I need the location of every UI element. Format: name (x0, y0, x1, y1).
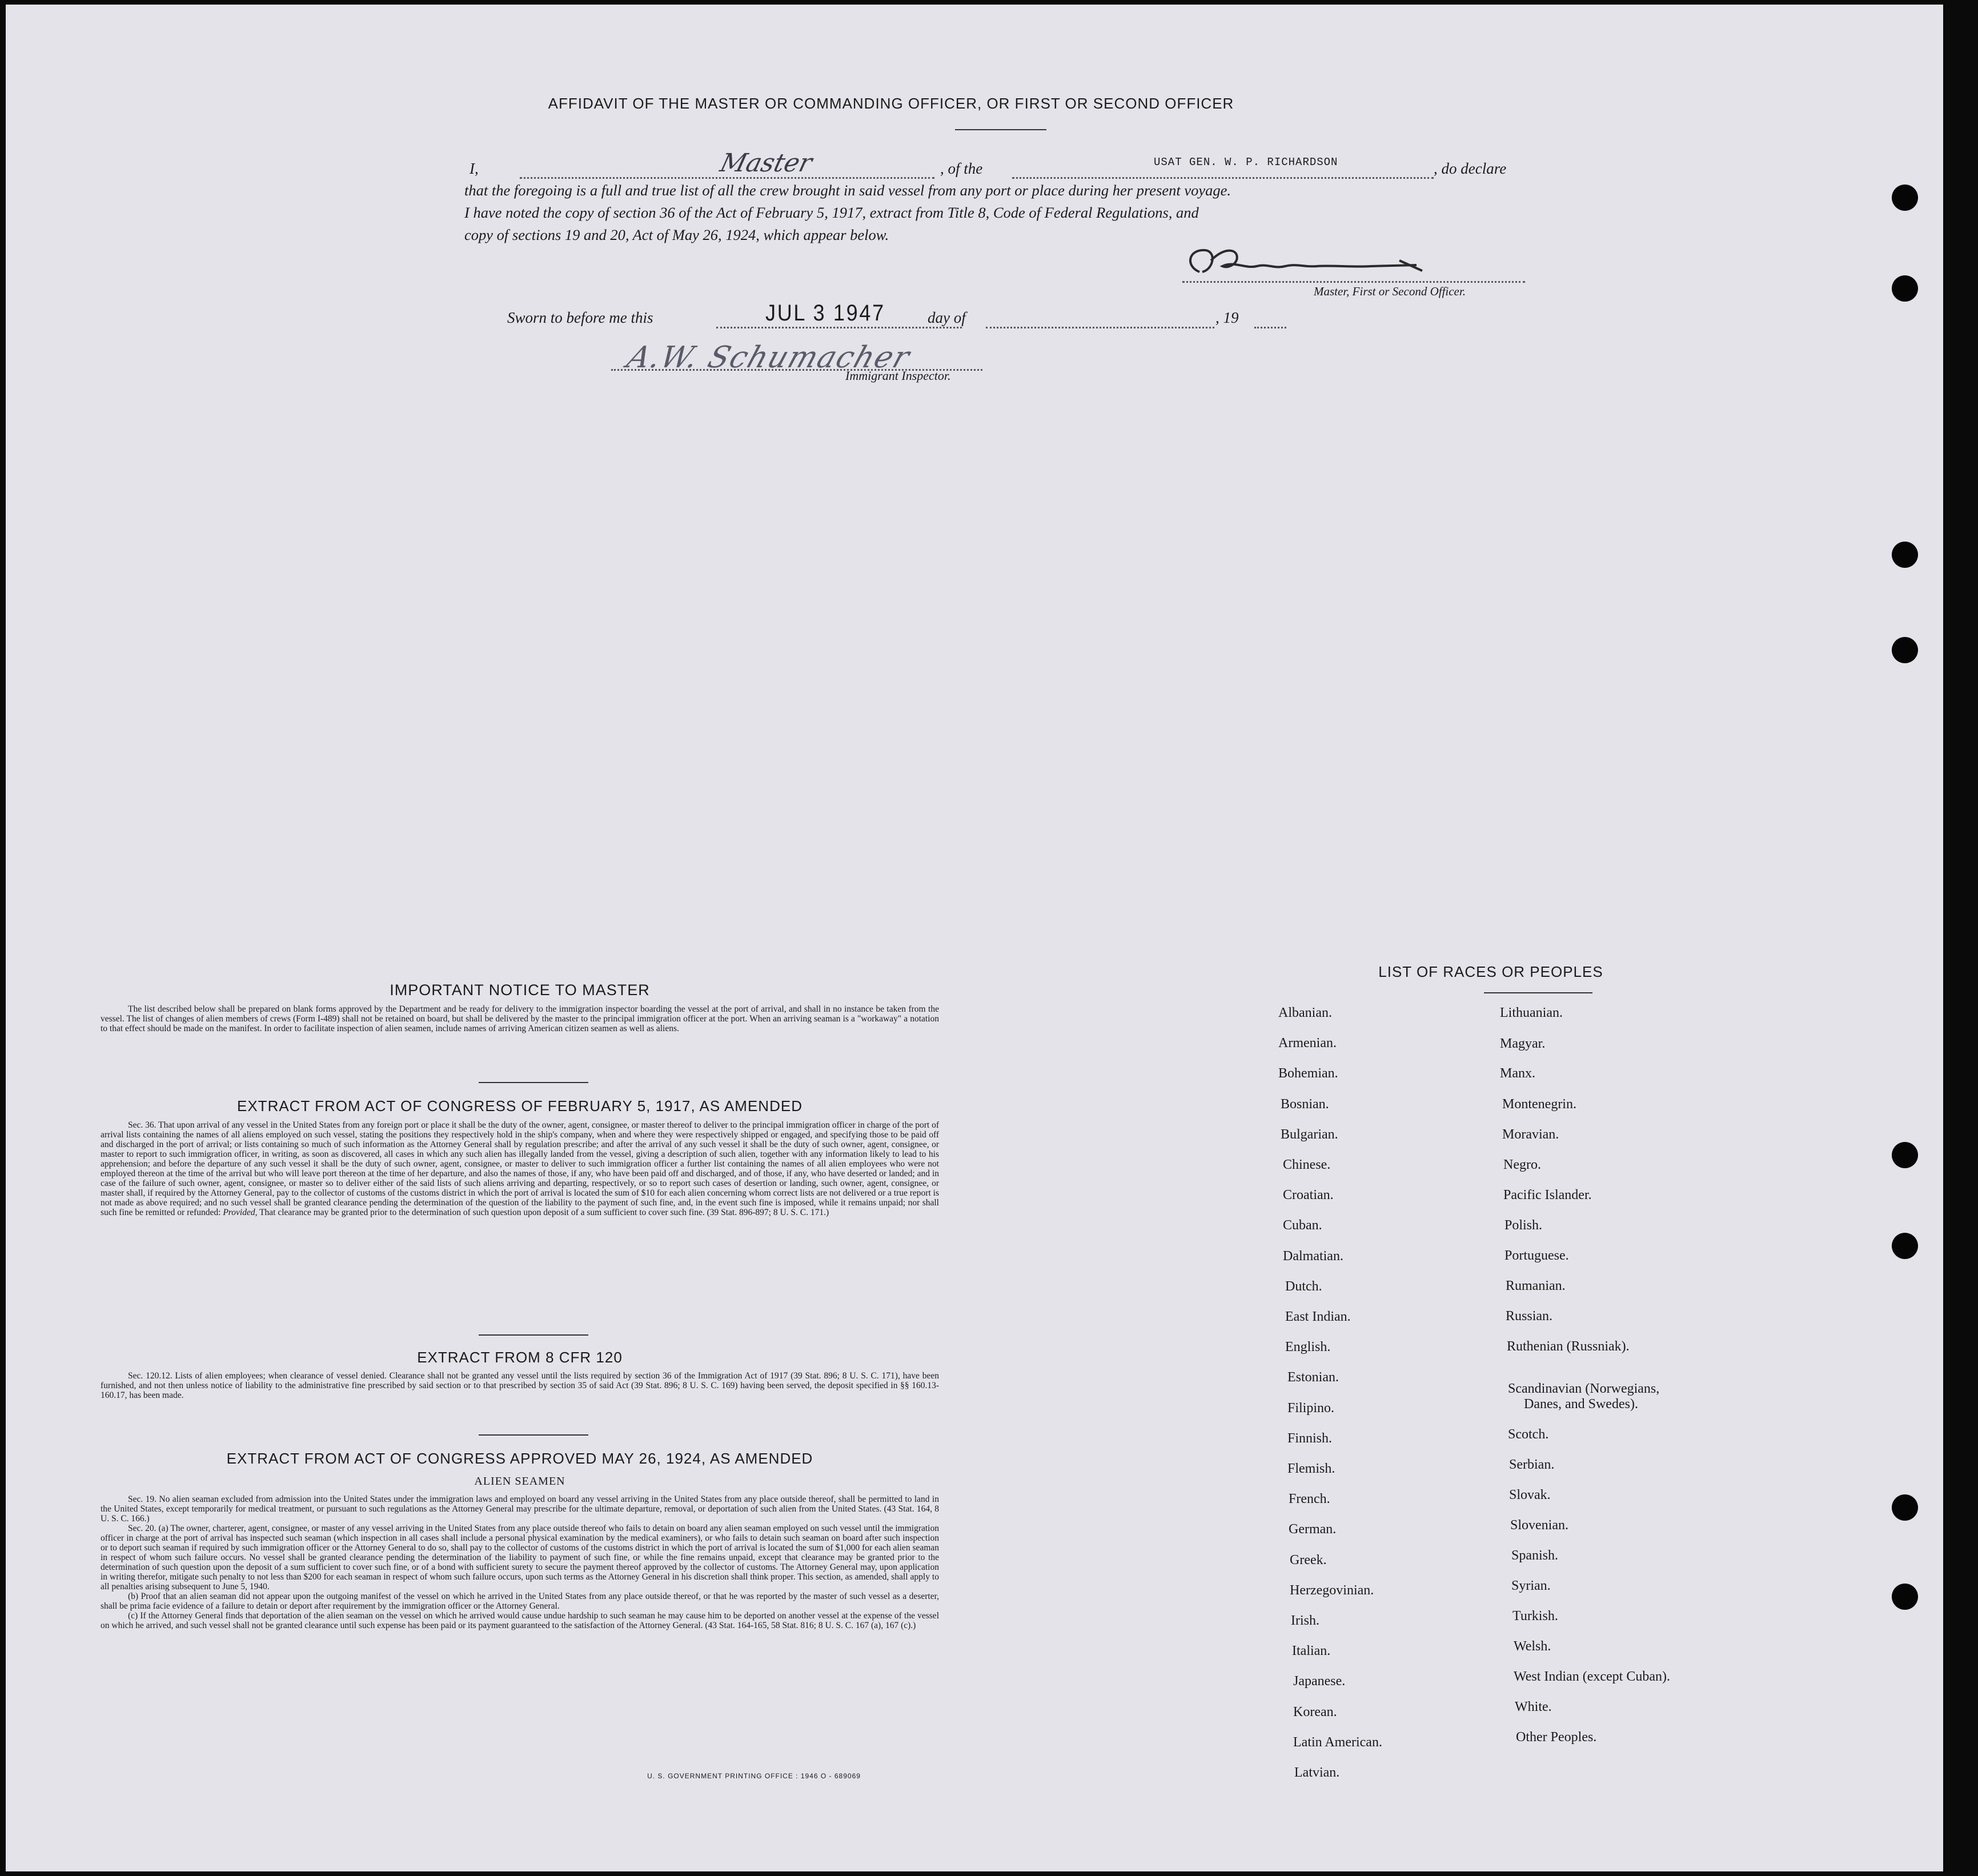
race-item: East Indian. (1285, 1309, 1351, 1324)
race-item: Irish. (1291, 1613, 1319, 1628)
race-item: Slovak. (1509, 1488, 1551, 1502)
race-item: Scotch. (1508, 1427, 1549, 1442)
punch-hole (1892, 185, 1918, 211)
extract-1924-text (101, 1494, 939, 1630)
race-item: Serbian. (1509, 1457, 1555, 1472)
race-item: Finnish. (1287, 1430, 1333, 1446)
race-item: Bosnian. (1281, 1096, 1329, 1112)
name-handwritten: Master (717, 149, 815, 178)
race-item: Other Peoples. (1516, 1730, 1597, 1745)
section-120-12-text: Sec. 120.12. Lists of alien employees; when clearance of vessel denied. Clearance shall not be granted any vessel until the lists required by section 36 of the Immigration Act of 1917 (39 Stat. 896; 8 U. S. C. 171), have been furnished, and not then unless notice of liability to the administrative fine prescribed by said section or to that prescribed by section 35 of said Act (39 Stat. 896; 8 U. S. C. 169) having been served, the deposit specified in §§ 160.13-160.17, has been made. (101, 1371, 939, 1400)
race-item: Armenian. (1278, 1036, 1337, 1051)
race-item: Dalmatian. (1283, 1248, 1343, 1264)
i-label: I, (470, 160, 479, 177)
section-20c-text: (c) If the Attorney General finds that deportation of the alien seaman on the vessel on which he arrived would cause undue hardship to such seaman he may cause him to be deported on another vessel at the expense of the vessel on which he arrived, and such vessel shall not be granted clearance until such expense has been paid or its payment guaranteed to the satisfaction of the Attorney General. (43 Stat. 164-165, 58 Stat. 816; 8 U. S. C. 167 (a), 167 (c).) (101, 1611, 939, 1630)
affidavit-body-line: I have noted the copy of section 36 of the Act of February 5, 1917, extract from Title 8, Code of Federal Regulations, and (464, 204, 1199, 221)
race-item: Japanese. (1293, 1674, 1346, 1689)
race-item: Albanian. (1278, 1005, 1332, 1020)
punch-hole (1892, 1233, 1918, 1259)
punch-hole (1892, 1584, 1918, 1610)
race-item: Cuban. (1283, 1218, 1322, 1233)
race-item: Rumanian. (1506, 1278, 1566, 1293)
race-item: Korean. (1293, 1704, 1337, 1719)
race-item: Turkish. (1512, 1609, 1558, 1624)
section-20a-text: Sec. 20. (a) The owner, charterer, agent, consignee, or master of any vessel arriving in the United States from any place outside thereof who fails to detain on board any alien seaman employed on such vessel until the immigration officer in charge at the port of arrival has inspected such seaman (which inspection in all cases shall include a personal physical examination by the medical examiners), or who fails to detain such seaman on board after such inspection or to deport such seaman if required by such immigration officer or the Attorney General to do so, shall pay to the collector of customs of the customs district in which the port of arrival is located the sum of $1,000 for each alien seaman in respect of whom such failure occurs. No vessel shall be granted clearance pending the determination of the liability to payment of such fine, or while the fine remains unpaid, except that clearance may be granted prior to the determination of such question upon the deposit of a sum sufficient to cover such fine, or of a bond with sufficient surety to secure the payment thereof approved by the collector of customs. The Attorney General may, upon application in writing therefor, mitigate such penalty to not less than $200 for each seaman in respect of whom such failure occurs, upon such terms as the Attorney General in his discretion shall think proper. This section, as amended, shall apply to all penalties arising subsequent to June 5, 1940. (101, 1524, 939, 1592)
race-item: Latin American. (1293, 1734, 1382, 1750)
race-item: Welsh. (1514, 1639, 1551, 1654)
proviso-label: Provided, (223, 1208, 258, 1217)
race-item: Estonian. (1287, 1370, 1339, 1385)
race-item: West Indian (except Cuban). (1514, 1669, 1670, 1684)
sworn-date-blank (716, 327, 962, 328)
race-item: Montenegrin. (1502, 1097, 1576, 1112)
punch-hole (1892, 637, 1918, 663)
affidavit-title: AFFIDAVIT OF THE MASTER OR COMMANDING OFFICER, OR FIRST OR SECOND OFFICER (548, 95, 1234, 112)
inspector-caption: Immigrant Inspector. (845, 368, 951, 383)
race-item: Pacific Islander. (1503, 1188, 1592, 1202)
race-item: Bohemian. (1278, 1066, 1338, 1081)
race-item: Latvian. (1294, 1765, 1340, 1780)
race-item: Portuguese. (1504, 1248, 1569, 1263)
punch-hole (1892, 542, 1918, 568)
race-item: Polish. (1504, 1218, 1543, 1233)
race-item: Manx. (1500, 1066, 1535, 1081)
section-36-text-end: That clearance may be granted prior to the determination of such question upon deposit of a sum sufficient to cover such fine. (39 Stat. 896-897; 8 U. S. C. 171.) (259, 1208, 829, 1217)
race-item: Lithuanian. (1500, 1005, 1563, 1020)
divider (479, 1334, 588, 1336)
race-item: Syrian. (1511, 1578, 1551, 1593)
race-item: Magyar. (1500, 1036, 1546, 1051)
printer-line: U. S. GOVERNMENT PRINTING OFFICE : 1946 O - 689069 (647, 1772, 861, 1780)
divider (479, 1082, 588, 1083)
race-item: Negro. (1503, 1157, 1541, 1172)
race-item: Ruthenian (Russniak). (1507, 1339, 1630, 1354)
punch-hole (1892, 1142, 1918, 1168)
notice-paragraph: The list described below shall be prepared on blank forms approved by the Department and be ready for delivery to the immigration inspector boarding the vessel at the port of arrival, and shall in no instance be taken from the vessel. The list of changes of alien members of crews (Form I-489) shall not be retained on board, but shall be delivered by the master to the principal immigration officer at the port. When an arriving seaman is a "workaway" a notation to that effect should be made on the manifest. In order to facilitate inspection of alien seamen, include names of arriving American citizen seamen as well as aliens. (101, 1004, 939, 1033)
races-title: LIST OF RACES OR PEOPLES (1378, 963, 1603, 980)
document-page (6, 5, 1943, 1871)
section-20b-text: (b) Proof that an alien seaman did not appear upon the outgoing manifest of the vessel on which he arrived in the United States from any place outside thereof, or that he was reported by the master of such vessel as a deserter, shall be prima facie evidence of a failure to detain or deport after requirement by the immigration officer or the Attorney General. (101, 1592, 939, 1611)
race-item: Filipino. (1287, 1400, 1335, 1416)
race-item: Herzegovinian. (1290, 1582, 1374, 1598)
notice-title: IMPORTANT NOTICE TO MASTER (390, 981, 650, 999)
race-item: Dutch. (1285, 1278, 1322, 1294)
vessel-blank (1012, 177, 1434, 179)
year-blank (1254, 327, 1286, 328)
sworn-date-stamp: JUL 3 1947 (765, 300, 885, 326)
officer-signature (1182, 243, 1457, 283)
race-item: Greek. (1290, 1552, 1327, 1568)
affidavit-body-line: that the foregoing is a full and true list of all the crew brought in said vessel from any port or place during her present voyage. (464, 182, 1231, 199)
extract-1924-title: EXTRACT FROM ACT OF CONGRESS APPROVED MAY 26, 1924, AS AMENDED (226, 1450, 813, 1467)
year-label: , 19 (1215, 309, 1239, 326)
extract-cfr-text (101, 1371, 939, 1400)
race-item: French. (1289, 1492, 1330, 1507)
race-item: White. (1515, 1699, 1552, 1714)
of-the-label: , of the (940, 160, 983, 177)
officer-signature-line (1182, 281, 1525, 283)
race-item: Flemish. (1287, 1461, 1335, 1476)
alien-seamen-subtitle: ALIEN SEAMEN (474, 1475, 565, 1488)
race-item: Russian. (1506, 1309, 1553, 1324)
day-of-label: day of (928, 309, 966, 326)
race-item: Slovenian. (1510, 1518, 1568, 1533)
race-item: Danes, and Swedes). (1524, 1397, 1638, 1412)
punch-hole (1892, 1494, 1918, 1521)
race-item: Spanish. (1511, 1548, 1559, 1563)
sworn-label: Sworn to before me this (507, 309, 653, 326)
affidavit-body-line: copy of sections 19 and 20, Act of May 26, 1924, which appear below. (464, 226, 889, 243)
extract-cfr-title: EXTRACT FROM 8 CFR 120 (417, 1349, 623, 1366)
extract-1917-title: EXTRACT FROM ACT OF CONGRESS OF FEBRUARY 5, 1917, AS AMENDED (237, 1097, 803, 1115)
race-item: German. (1289, 1522, 1337, 1537)
section-36-text: Sec. 36. That upon arrival of any vessel in the United States from any foreign port or place it shall be the duty of the owner, agent, consignee, or master thereof to deliver to the principal immigration officer in charge of the port of arrival lists containing the names of all aliens employed on such vessel, stating the positions they respectively hold in the ship's company, when and where they were respectively shipped or engaged, and specifying those to be paid off and discharged in the port of arrival; or lists containing so much of such information as the Attorney General shall by regulation prescribe; and after the arrival of any such vessel it shall be the duty of such owner, agent, consignee, or master to report to such immigration officer, in writing, as soon as discovered, all cases in which any such alien has illegally landed from the vessel, giving a description of such alien, together with any information likely to lead to his apprehension; and before the departure of any such vessel it shall be the duty of such owner, agent, consignee, or master to deliver to such immigration officer a further list containing the names of all alien employees who were not employed thereon at the time of the arrival but who will leave port thereon at the time of her departure, and also the names of those, if any, who have been paid off and discharged, and of those, if any, who have deserted or landed; and in case of the failure of such owner, agent, consignee, or master so to deliver either of the said lists of such aliens arriving and departing, respectively, or so to report such cases of desertion or landing, such owner, agent, consignee, or master shall, if required by the Attorney General, pay to the collector of customs of the customs district in which the port of arrival is located the sum of $10 for each alien concerning whom correct lists are not delivered or a true report is not made as above required; and no such vessel shall be granted clearance pending the determination of the question of the liability to the payment of such fine, and, in the event such fine is imposed, while it remains unpaid; nor shall such fine be remitted or refunded: (101, 1120, 939, 1217)
divider (479, 1434, 588, 1436)
officer-caption: Master, First or Second Officer. (1314, 284, 1466, 298)
divider (955, 129, 1046, 130)
race-item: Scandinavian (Norwegians, (1508, 1381, 1660, 1396)
vessel-name-field: USAT GEN. W. P. RICHARDSON (1154, 156, 1338, 169)
inspector-signature: A.W. Schumacher (623, 340, 915, 375)
month-blank (986, 327, 1214, 328)
race-item: Moravian. (1502, 1127, 1559, 1142)
race-item: Bulgarian. (1281, 1127, 1338, 1142)
notice-text (101, 1004, 939, 1033)
divider (1484, 992, 1592, 993)
race-item: Italian. (1292, 1643, 1331, 1659)
extract-1917-text (101, 1120, 939, 1217)
section-19-text: Sec. 19. No alien seaman excluded from admission into the United States under the immigration laws and employed on board any vessel arriving in the United States from any place outside thereof, shall be permitted to land in the United States, except temporarily for medical treatment, or pursuant to such regulations as the Attorney General may prescribe for the ultimate departure, removal, or deportation of such alien from the United States. (43 Stat. 164, 8 U. S. C. 166.) (101, 1494, 939, 1524)
punch-hole (1892, 275, 1918, 302)
declare-label: , do declare (1434, 160, 1507, 177)
race-item: Chinese. (1283, 1157, 1331, 1172)
race-item: Croatian. (1283, 1188, 1334, 1203)
race-item: English. (1285, 1340, 1331, 1355)
